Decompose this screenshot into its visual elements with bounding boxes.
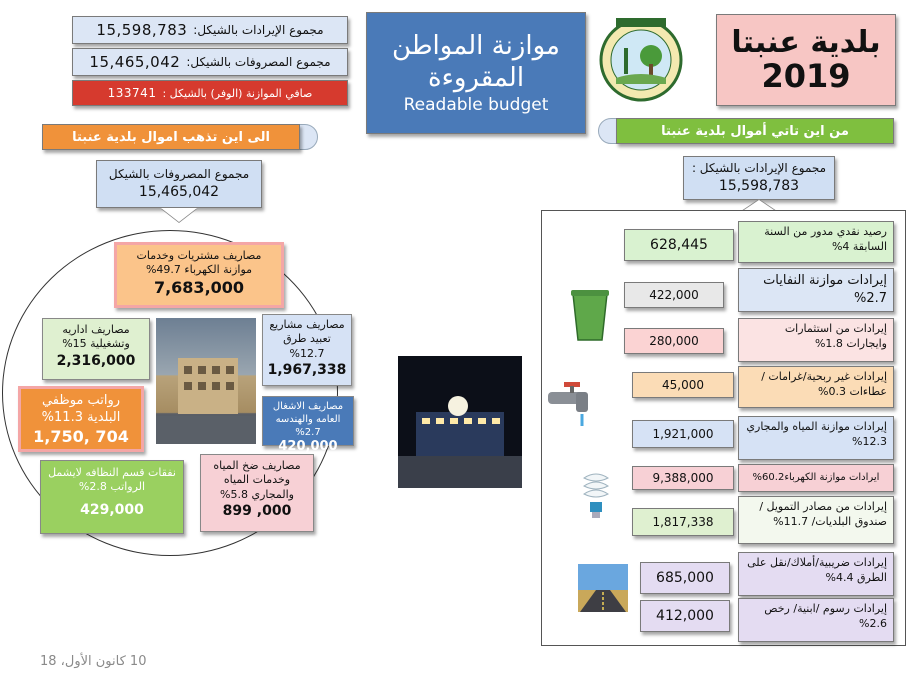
revenue-funding-value-box	[632, 508, 734, 536]
revenue-waste-value-box	[624, 282, 724, 308]
municipality-title-box	[716, 14, 896, 106]
expense-road-paving-value: 1,967,338	[267, 361, 347, 378]
expense-water-pumping-label: مصاريف ضخ المياه وخدمات المياه والمجاري 5.8%	[213, 459, 301, 501]
revenue-fees-value-box	[640, 600, 730, 632]
revenue-waste-value: 422,000	[649, 288, 699, 302]
expense-employee-salaries-label: رواتب موظفي البلدية 11.3%	[41, 393, 121, 425]
revenue-fees-value: 412,000	[656, 608, 714, 624]
revenue-nonprofit-label-box	[738, 366, 894, 408]
expenses-heading-text: الى اين تذهب اموال بلدية عنبتا	[72, 129, 270, 145]
revenue-water-label-box	[738, 416, 894, 460]
revenue-funding-label-box	[738, 496, 894, 544]
total-revenue-summary-value: 15,598,783	[96, 21, 188, 39]
expense-cleaning	[40, 460, 184, 534]
total-revenue-summary	[72, 16, 348, 44]
municipality-title: بلدية عنبتا	[731, 24, 881, 60]
total-expenses-summary	[72, 48, 348, 76]
revenue-funding-value: 1,817,338	[652, 515, 714, 529]
expenses-total-arrow	[161, 208, 197, 222]
revenue-fees-label: إيرادات رسوم /ابنية/ رخص 2.6%	[764, 602, 887, 630]
total-expenses-summary-value: 15,465,042	[89, 53, 181, 71]
revenue-investments-label-box	[738, 318, 894, 362]
revenue-carryover-value-box	[624, 229, 734, 261]
revenue-water-label: إيرادات موازنة المياه والمجاري 12.3%	[746, 420, 887, 448]
revenue-water-value: 1,921,000	[652, 427, 714, 441]
expense-public-works-label: مصاريف الاشغال العامه والهندسه 2.7%	[272, 401, 344, 438]
expense-employee-salaries-value: 1,750, 704	[33, 426, 129, 446]
revenue-electricity-value: 9,388,000	[652, 471, 714, 485]
expense-cleaning-value: 429,000	[80, 501, 144, 518]
expense-administrative-label: مصاريف اداريه وتشغيلية 15%	[62, 323, 130, 351]
revenue-investments-value: 280,000	[649, 334, 699, 348]
revenue-waste-label: إيرادات موازنة النفايات 2.7%	[763, 273, 887, 306]
readable-budget-title-box	[366, 12, 586, 134]
revenue-total-box	[683, 156, 835, 200]
total-expenses-summary-label: مجموع المصروفات بالشيكل:	[186, 55, 331, 69]
expense-water-pumping	[200, 454, 314, 532]
revenue-heading-text: من اين تاتي أموال بلدية عنبتا	[661, 123, 849, 139]
expense-administrative-value: 2,316,000	[56, 352, 136, 369]
revenue-electricity-label-box	[738, 464, 894, 492]
expense-electricity-purchases	[114, 242, 284, 308]
revenue-investments-label: إيرادات من استثمارات وايجارات 1.8%	[784, 322, 887, 350]
light-bulb-icon	[578, 470, 614, 522]
revenue-electricity-label: ايرادات موازنة الكهرباء60.2%	[752, 472, 880, 484]
net-budget-summary	[72, 80, 348, 106]
expense-road-paving-label: مصاريف مشاريع تعبيد طرق 12.7%	[269, 318, 345, 360]
revenue-nonprofit-value: 45,000	[662, 378, 704, 392]
road-photo-icon	[578, 564, 628, 612]
water-tap-icon	[546, 378, 606, 428]
expenses-total-label: مجموع المصروفات بالشيكل	[108, 167, 250, 182]
expense-water-pumping-value: 899 ,000	[222, 502, 292, 519]
revenue-tax-label: إيرادات ضريبية/أملاك/نقل على الطرق 4.4%	[747, 556, 887, 584]
expense-cleaning-label: نفقات قسم النظافه لايشمل الرواتب 2.8%	[48, 466, 176, 494]
revenue-carryover-value: 628,445	[650, 237, 708, 253]
revenue-total-label: مجموع الإيرادات بالشيكل :	[691, 161, 827, 176]
expense-administrative	[42, 318, 150, 380]
revenue-funding-label: إيرادات من مصادر التمويل /صندوق البلديات/ 11.7%	[759, 500, 887, 528]
revenue-carryover-label-box	[738, 221, 894, 263]
municipality-building-photo	[156, 318, 256, 444]
expenses-heading	[42, 124, 300, 150]
trash-bin-icon	[570, 288, 610, 342]
expense-road-paving	[262, 314, 352, 386]
municipality-night-photo	[398, 356, 522, 488]
revenue-waste-label-box	[738, 268, 894, 312]
expense-employee-salaries	[18, 386, 144, 452]
municipality-logo	[596, 12, 686, 108]
footer-date: 10 كانون الأول، 18	[40, 654, 147, 669]
budget-title-ar-line1: موازنة المواطن	[392, 30, 560, 61]
revenue-nonprofit-value-box	[632, 372, 734, 398]
expense-public-works	[262, 396, 354, 454]
net-budget-summary-label: صافي الموازنة (الوفر) بالشيكل :	[162, 86, 313, 100]
revenue-tax-value-box	[640, 562, 730, 594]
expense-public-works-value: 420,000	[278, 439, 338, 454]
net-budget-summary-value: 133741	[107, 86, 157, 100]
expense-electricity-purchases-value: 7,683,000	[153, 277, 245, 297]
revenue-electricity-value-box	[632, 466, 734, 490]
total-revenue-summary-label: مجموع الإيرادات بالشيكل:	[193, 23, 324, 37]
revenue-total-value: 15,598,783	[718, 177, 800, 194]
revenue-heading	[616, 118, 894, 144]
revenue-investments-value-box	[624, 328, 724, 354]
revenue-fees-label-box	[738, 598, 894, 642]
expenses-total-value: 15,465,042	[138, 183, 220, 200]
expense-electricity-purchases-label: مصاريف مشتريات وخدمات موازنة الكهرباء 49.7%	[136, 249, 262, 277]
budget-title-ar-line2: المقروءة	[427, 63, 525, 94]
budget-title-en: Readable budget	[403, 94, 549, 115]
revenue-tax-value: 685,000	[656, 570, 714, 586]
revenue-nonprofit-label: إيرادات غير ربحية/غرامات /عطاءات 0.3%	[761, 370, 887, 398]
revenue-carryover-label: رصيد نقدي مدور من السنة السابقة 4%	[764, 225, 887, 253]
budget-year: 2019	[761, 56, 851, 95]
expenses-total-box	[96, 160, 262, 208]
revenue-tax-label-box	[738, 552, 894, 596]
revenue-water-value-box	[632, 420, 734, 448]
